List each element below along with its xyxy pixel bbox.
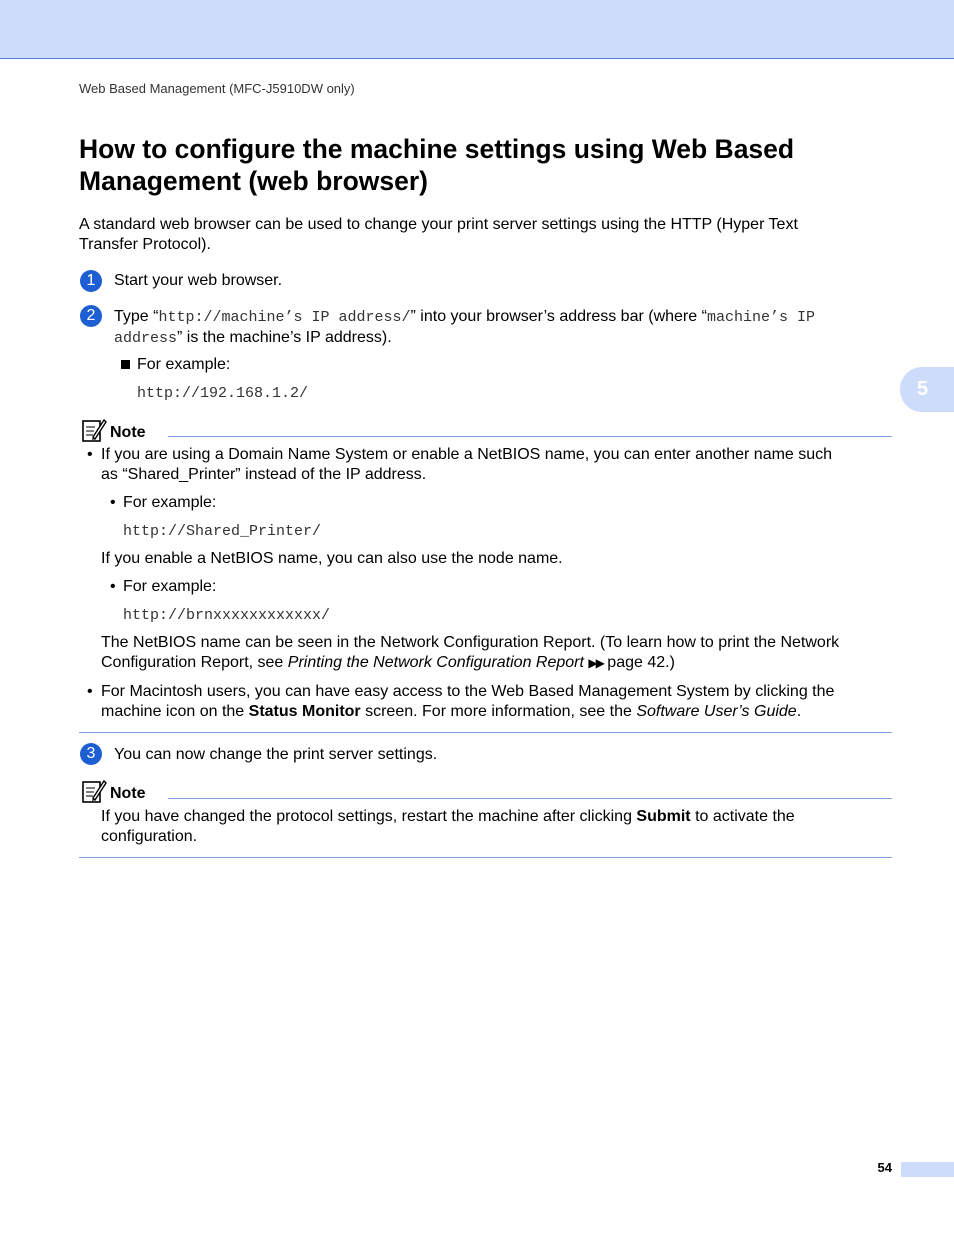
note-2-heading: Note xyxy=(110,785,146,802)
note-2-line1a: If you have changed the protocol settings, restart the machine after clicking xyxy=(101,808,637,825)
note-2-line2: configuration. xyxy=(101,828,198,845)
note-1-report-line1: The NetBIOS name can be seen in the Network Configuration Report. (To learn how to print the Network xyxy=(101,634,840,651)
page-marker xyxy=(901,1162,954,1177)
page-title-line1: How to configure the machine settings using Web Based xyxy=(79,134,795,164)
note-1-example-url: http://Shared_Printer/ xyxy=(123,523,322,540)
note-1-heading: Note xyxy=(110,424,146,441)
step-2-url: http://machine’s IP address/ xyxy=(158,309,411,326)
step-2-type-label: Type “ xyxy=(114,308,159,325)
note-1-example2-url: http://brnxxxxxxxxxxxx/ xyxy=(123,607,331,624)
step-2-example-url: http://192.168.1.2/ xyxy=(137,385,309,402)
note-2-bottom-rule xyxy=(79,857,892,858)
note-pencil-icon xyxy=(81,417,107,443)
note-1-b2-bold: Status Monitor xyxy=(248,703,361,720)
note-1-bullet-2 xyxy=(101,682,901,722)
note-1-b2-line2c: . xyxy=(796,703,802,720)
note-2-submit: Submit xyxy=(636,808,691,825)
top-header-band xyxy=(0,0,954,59)
note-2-text xyxy=(101,807,901,847)
running-header: Web Based Management (MFC-J5910DW only) xyxy=(79,81,355,96)
step-2-badge: 2 xyxy=(80,305,102,327)
note-pencil-icon xyxy=(81,778,107,804)
step-2-code2: address xyxy=(114,330,178,347)
step-2-mid-text: ” into your browser’s address bar (where “ xyxy=(410,308,707,325)
intro-paragraph xyxy=(79,215,899,255)
step-2-code1: machine’s IP xyxy=(706,309,815,326)
note-2-top-rule xyxy=(168,798,892,799)
page-title-line2: Management (web browser) xyxy=(79,166,428,196)
note-1-top-rule xyxy=(168,436,892,437)
note-1-example2-label: For example: xyxy=(123,578,217,595)
square-bullet xyxy=(121,360,130,369)
note-1-report-ref: Printing the Network Configuration Report xyxy=(287,654,584,671)
intro-line2: Transfer Protocol). xyxy=(79,236,211,253)
note-1-b2-line2a: machine icon on the xyxy=(101,703,249,720)
note-1-b2-italic: Software User’s Guide xyxy=(636,703,797,720)
chapter-tab: 5 xyxy=(900,367,954,412)
note-1-b1-line2: as “Shared_Printer” instead of the IP address. xyxy=(101,466,427,483)
step-2-end-text: ” is the machine’s IP address). xyxy=(177,329,392,346)
step-3-badge: 3 xyxy=(80,743,102,765)
step-1-badge: 1 xyxy=(80,270,102,292)
double-arrow-icon: ▶▶ xyxy=(588,656,603,670)
note-1-report-line2a: Configuration Report, see xyxy=(101,654,288,671)
bullet-dot: • xyxy=(110,578,116,595)
note-1-bullet-1 xyxy=(101,445,901,485)
bullet-dot: • xyxy=(87,683,93,700)
bullet-dot: • xyxy=(87,446,93,463)
note-1-report-line2b: page 42.) xyxy=(602,654,675,671)
note-1-bottom-rule xyxy=(79,732,892,733)
note-1-b2-line1: For Macintosh users, you can have easy access to the Web Based Management System by clicking the xyxy=(101,683,835,700)
step-2-text xyxy=(114,307,904,349)
note-2-line1b: to activate the xyxy=(690,808,795,825)
note-1-report-text xyxy=(101,633,901,673)
step-3-text: You can now change the print server settings. xyxy=(114,746,438,763)
intro-line1: A standard web browser can be used to change your print server settings using the HTTP (Hyper Text xyxy=(79,216,798,233)
note-1-b2-line2b: screen. For more information, see the xyxy=(360,703,637,720)
step-2-example-label: For example: xyxy=(137,356,231,373)
page-title xyxy=(79,133,879,197)
note-1-example-label: For example: xyxy=(123,494,217,511)
note-1-b1-line1: If you are using a Domain Name System or enable a NetBIOS name, you can enter another name such xyxy=(101,446,833,463)
bullet-dot: • xyxy=(110,494,116,511)
page-number: 54 xyxy=(877,1160,892,1175)
note-1-node-text: If you enable a NetBIOS name, you can also use the node name. xyxy=(101,550,563,567)
step-1-text: Start your web browser. xyxy=(114,272,283,289)
